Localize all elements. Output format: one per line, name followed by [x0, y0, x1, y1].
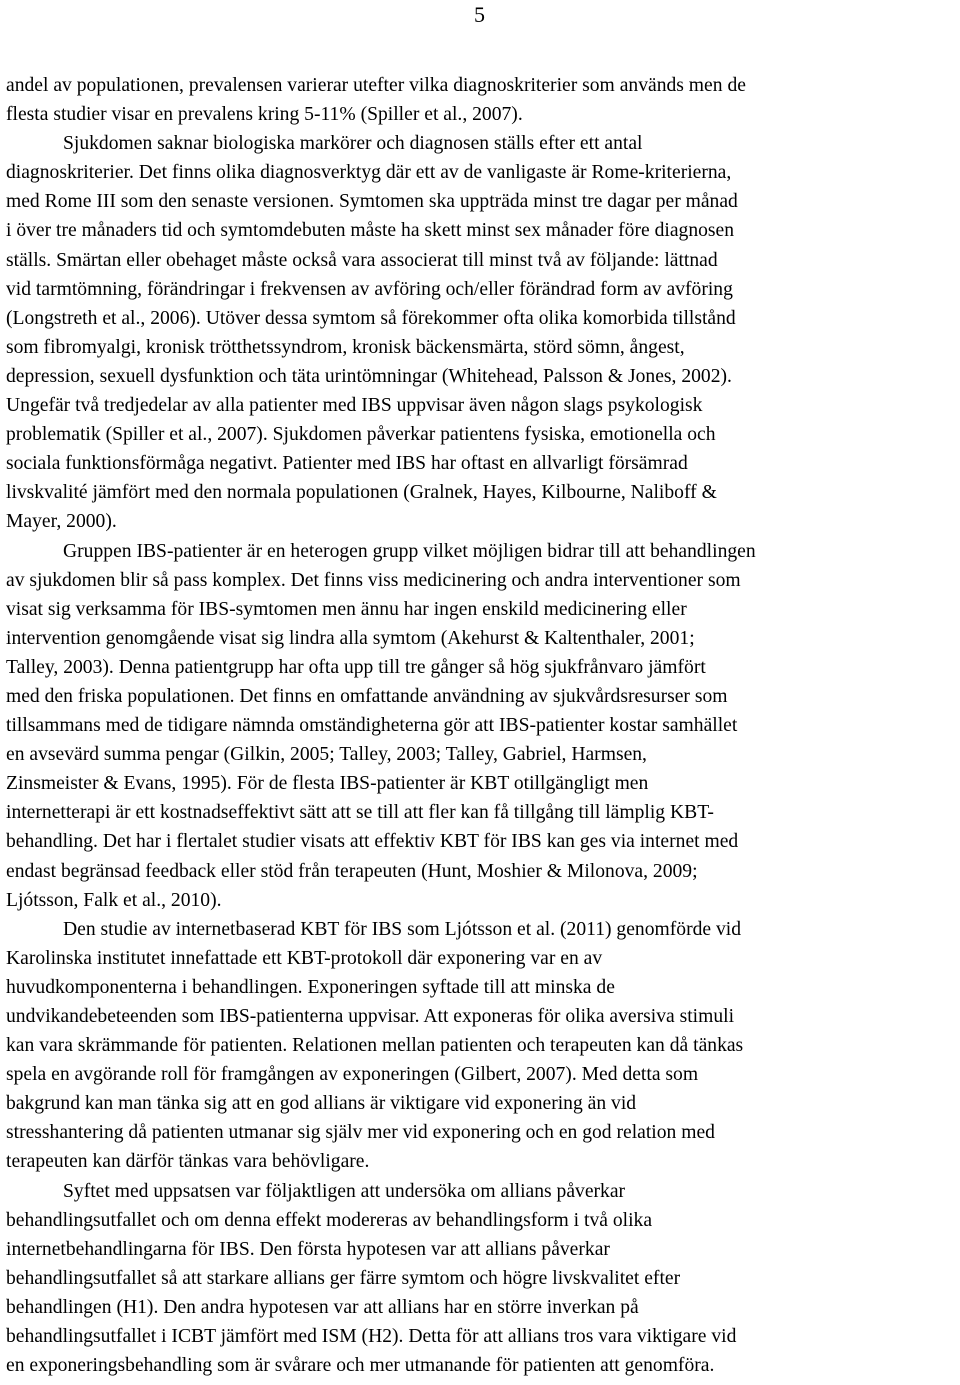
text-line: flesta studier visar en prevalens kring 5-11% (Spiller et al., 2007). — [6, 104, 523, 126]
text-line: (Longstreth et al., 2006). Utöver dessa symtom så förekommer ofta olika komorbida tillstånd — [6, 307, 736, 329]
text-line: bakgrund kan man tänka sig att en god allians är viktigare vid exponering än vid — [6, 1093, 637, 1115]
text-line: behandlingen (H1). Den andra hypotesen var att allians har en större inverkan på — [6, 1296, 639, 1318]
text-line: intervention genomgående visat sig lindra alla symtom (Akehurst & Kaltenthaler, 2001; — [6, 627, 695, 649]
text-line: Talley, 2003). Denna patientgrupp har ofta upp till tre gånger så hög sjukfrånvaro jämfört — [6, 656, 706, 678]
text-line: Syftet med uppsatsen var följaktligen att undersöka om allians påverkar — [63, 1180, 626, 1202]
text-line: internetbehandlingarna för IBS. Den första hypotesen var att allians påverkar — [6, 1238, 610, 1260]
text-line: Gruppen IBS-patienter är en heterogen grupp vilket möjligen bidrar till att behandlingen — [63, 540, 756, 562]
text-line: visat sig verksamma för IBS-symtomen men ännu har ingen enskild medicinering eller — [6, 598, 687, 620]
text-line: en avsevärd summa pengar (Gilkin, 2005; Talley, 2003; Talley, Gabriel, Harmsen, — [6, 744, 647, 766]
text-line: kan vara skrämmande för patienten. Relationen mellan patienten och terapeuten kan då tänkas — [6, 1035, 744, 1057]
text-line: andel av populationen, prevalensen varierar utefter vilka diagnoskriterier som används men de — [6, 75, 746, 96]
text-line: undvikandebeteenden som IBS-patienterna uppvisar. Att exponeras för olika aversiva stimuli — [6, 1006, 735, 1027]
text-line: Ungefär två tredjedelar av alla patienter med IBS uppvisar även någon slags psykologisk — [6, 395, 703, 417]
text-line: problematik (Spiller et al., 2007). Sjukdomen påverkar patientens fysiska, emotionella och — [6, 424, 716, 446]
text-line: huvudkomponenterna i behandlingen. Exponeringen syftade till att minska de — [6, 976, 615, 998]
text-line: behandlingsutfallet så att starkare allians ger färre symtom och högre livskvalitet efter — [6, 1267, 681, 1289]
text-line: endast begränsad feedback eller stöd från terapeuten (Hunt, Moshier & Milonova, 2009; — [6, 860, 698, 882]
text-line: med den friska populationen. Det finns en omfattande användning av sjukvårdsresurser som — [6, 685, 728, 707]
body-text — [6, 71, 954, 1380]
text-line: med Rome III som den senaste versionen. Symtomen ska uppträda minst tre dagar per månad — [6, 191, 738, 213]
text-line: vid tarmtömning, förändringar i frekvensen av avföring och/eller förändrad form av avföring — [6, 278, 733, 300]
text-line: internetterapi är ett kostnadseffektivt sätt att se till att fler kan få tillgång till lämplig KBT- — [6, 802, 714, 824]
text-line: en exponeringsbehandling som är svårare och mer utmanande för patienten att genomföra. — [6, 1355, 715, 1377]
text-line: i över tre månaders tid och symtomdebuten måste ha skett minst sex månader före diagnosen — [6, 220, 735, 242]
text-line: Mayer, 2000). — [6, 511, 117, 533]
text-line: ställs. Smärtan eller obehaget måste också vara associerat till minst två av följande: lättnad — [6, 249, 718, 271]
text-line: Zinsmeister & Evans, 1995). För de flesta IBS-patienter är KBT otillgängligt men — [6, 773, 649, 795]
text-line: diagnoskriterier. Det finns olika diagnosverktyg där ett av de vanligaste är Rome-kriterierna, — [6, 162, 732, 184]
text-line: spela en avgörande roll för framgången av exponeringen (Gilbert, 2007). Med detta som — [6, 1064, 699, 1086]
text-line: depression, sexuell dysfunktion och täta urintömningar (Whitehead, Palsson & Jones, 2002). — [6, 365, 732, 387]
text-line: behandlingsutfallet i ICBT jämfört med ISM (H2). Detta för att allians tros vara viktigare vid — [6, 1326, 737, 1348]
text-line: behandling. Det har i flertalet studier visats att effektiv KBT för IBS kan ges via internet med — [6, 831, 739, 853]
text-line: behandlingsutfallet och om denna effekt modereras av behandlingsform i två olika — [6, 1209, 653, 1231]
text-line: Sjukdomen saknar biologiska markörer och diagnosen ställs efter ett antal — [63, 133, 643, 155]
text-line: Karolinska institutet innefattade ett KBT-protokoll där exponering var en av — [6, 947, 603, 969]
text-line: livskvalité jämfört med den normala populationen (Gralnek, Hayes, Kilbourne, Naliboff & — [6, 482, 717, 504]
text-line: tillsammans med de tidigare nämnda omständigheterna gör att IBS-patienter kostar samhället — [6, 715, 738, 737]
text-line: stresshantering då patienten utmanar sig själv mer vid exponering och en god relation med — [6, 1122, 715, 1144]
text-line: av sjukdomen blir så pass komplex. Det finns viss medicinering och andra interventioner som — [6, 569, 741, 591]
text-line: Ljótsson, Falk et al., 2010). — [6, 889, 222, 911]
text-line: terapeuten kan därför tänkas vara behövligare. — [6, 1151, 370, 1173]
text-line: Den studie av internetbaserad KBT för IBS som Ljótsson et al. (2011) genomförde vid — [63, 918, 742, 940]
text-line: sociala funktionsförmåga negativt. Patienter med IBS har oftast en allvarligt försämrad — [6, 453, 688, 475]
page-number: 5 — [474, 2, 485, 27]
text-line: som fibromyalgi, kronisk trötthetssyndrom, kronisk bäckensmärta, störd sömn, ångest, — [6, 336, 685, 358]
